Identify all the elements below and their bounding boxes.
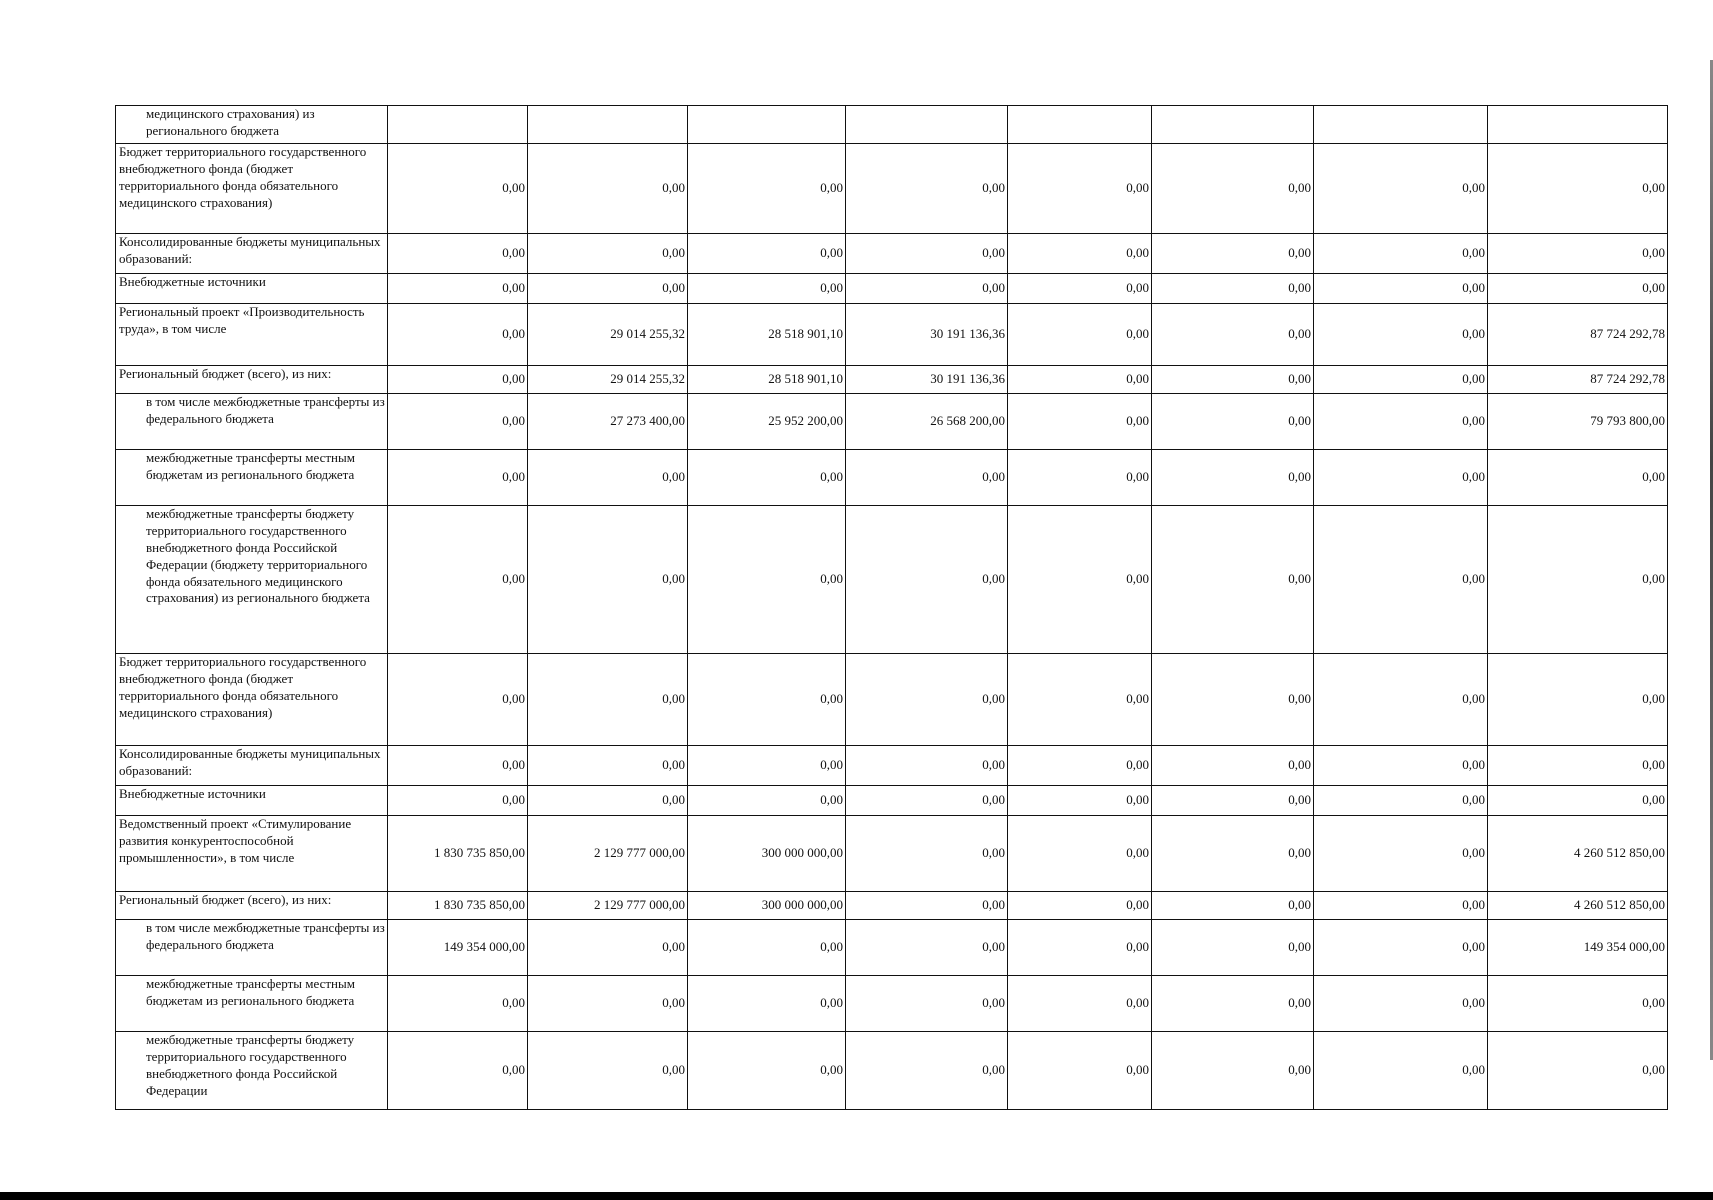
value-cell: 0,00 (1152, 394, 1314, 450)
value-cell: 0,00 (1152, 450, 1314, 506)
table-row (116, 786, 1668, 816)
value-cell: 1 830 735 850,00 (388, 816, 528, 892)
value-cell: 1 830 735 850,00 (388, 892, 528, 920)
value-cell: 28 518 901,10 (688, 366, 846, 394)
value-cell: 0,00 (1152, 892, 1314, 920)
value-cell: 0,00 (1152, 1032, 1314, 1110)
value-cell (1314, 106, 1488, 144)
value-cell: 0,00 (1488, 786, 1668, 816)
value-cell: 0,00 (1152, 506, 1314, 654)
table-row (116, 816, 1668, 892)
value-cell: 0,00 (528, 654, 688, 746)
value-cell: 0,00 (846, 144, 1008, 234)
value-cell: 0,00 (1314, 366, 1488, 394)
value-cell: 0,00 (388, 786, 528, 816)
table-row (116, 274, 1668, 304)
value-cell: 0,00 (1152, 920, 1314, 976)
value-cell: 0,00 (528, 144, 688, 234)
table-row (116, 366, 1668, 394)
value-cell: 0,00 (1488, 234, 1668, 274)
row-label: Консолидированные бюджеты муниципальных образований: (116, 234, 388, 274)
scan-bottom-band (0, 1192, 1713, 1200)
table-row (116, 106, 1668, 144)
value-cell: 0,00 (1488, 976, 1668, 1032)
value-cell: 0,00 (1152, 786, 1314, 816)
value-cell: 0,00 (1008, 786, 1152, 816)
value-cell: 87 724 292,78 (1488, 304, 1668, 366)
value-cell: 0,00 (1008, 816, 1152, 892)
value-cell (846, 106, 1008, 144)
value-cell: 0,00 (688, 506, 846, 654)
value-cell: 0,00 (846, 450, 1008, 506)
value-cell: 0,00 (1314, 976, 1488, 1032)
value-cell: 0,00 (846, 506, 1008, 654)
value-cell: 0,00 (688, 976, 846, 1032)
value-cell: 0,00 (1008, 304, 1152, 366)
value-cell: 0,00 (388, 366, 528, 394)
value-cell: 0,00 (1152, 816, 1314, 892)
value-cell: 0,00 (1314, 234, 1488, 274)
row-label: Консолидированные бюджеты муниципальных образований: (116, 746, 388, 786)
value-cell: 30 191 136,36 (846, 304, 1008, 366)
value-cell: 0,00 (688, 144, 846, 234)
value-cell: 0,00 (1008, 654, 1152, 746)
value-cell: 300 000 000,00 (688, 816, 846, 892)
table-row (116, 450, 1668, 506)
value-cell: 0,00 (1314, 394, 1488, 450)
value-cell: 0,00 (1008, 366, 1152, 394)
table-row (116, 1032, 1668, 1110)
row-label: в том числе межбюджетные трансферты из федерального бюджета (116, 920, 388, 976)
value-cell: 0,00 (388, 394, 528, 450)
value-cell: 0,00 (1314, 304, 1488, 366)
row-label: межбюджетные трансферты местным бюджетам из регионального бюджета (116, 976, 388, 1032)
value-cell: 0,00 (388, 234, 528, 274)
value-cell: 0,00 (1488, 654, 1668, 746)
value-cell: 29 014 255,32 (528, 366, 688, 394)
value-cell: 0,00 (388, 304, 528, 366)
value-cell: 0,00 (846, 816, 1008, 892)
value-cell: 0,00 (1488, 274, 1668, 304)
value-cell: 0,00 (528, 450, 688, 506)
table-row (116, 144, 1668, 234)
table-row (116, 746, 1668, 786)
value-cell: 0,00 (1152, 366, 1314, 394)
value-cell (528, 106, 688, 144)
row-label: межбюджетные трансферты местным бюджетам из регионального бюджета (116, 450, 388, 506)
value-cell: 29 014 255,32 (528, 304, 688, 366)
table-row (116, 920, 1668, 976)
value-cell: 0,00 (528, 1032, 688, 1110)
value-cell: 0,00 (1008, 920, 1152, 976)
value-cell: 0,00 (528, 976, 688, 1032)
value-cell: 0,00 (1008, 144, 1152, 234)
value-cell: 0,00 (846, 1032, 1008, 1110)
value-cell: 0,00 (1488, 450, 1668, 506)
value-cell: 2 129 777 000,00 (528, 816, 688, 892)
value-cell: 0,00 (1488, 506, 1668, 654)
value-cell: 0,00 (1152, 976, 1314, 1032)
value-cell: 0,00 (388, 450, 528, 506)
value-cell: 0,00 (388, 1032, 528, 1110)
value-cell (1008, 106, 1152, 144)
value-cell: 0,00 (1008, 234, 1152, 274)
row-label: Внебюджетные источники (116, 274, 388, 304)
value-cell: 0,00 (1152, 234, 1314, 274)
value-cell: 0,00 (1008, 746, 1152, 786)
value-cell: 0,00 (388, 746, 528, 786)
table-row (116, 304, 1668, 366)
value-cell: 0,00 (688, 450, 846, 506)
value-cell: 0,00 (388, 274, 528, 304)
value-cell (1152, 106, 1314, 144)
value-cell: 0,00 (1314, 274, 1488, 304)
value-cell: 0,00 (1008, 976, 1152, 1032)
value-cell: 149 354 000,00 (388, 920, 528, 976)
value-cell: 0,00 (388, 144, 528, 234)
row-label: межбюджетные трансферты бюджету территориального государственного внебюджетного фонда Российской Федерации (бюджету территориального фонда обязательного медицинского страхования) из регионального бюджета (116, 506, 388, 654)
value-cell: 0,00 (846, 892, 1008, 920)
value-cell (1488, 106, 1668, 144)
value-cell: 0,00 (1152, 654, 1314, 746)
value-cell: 0,00 (1314, 450, 1488, 506)
value-cell: 0,00 (688, 274, 846, 304)
row-label: в том числе межбюджетные трансферты из федерального бюджета (116, 394, 388, 450)
value-cell: 0,00 (1314, 892, 1488, 920)
value-cell: 300 000 000,00 (688, 892, 846, 920)
value-cell: 87 724 292,78 (1488, 366, 1668, 394)
row-label: Внебюджетные источники (116, 786, 388, 816)
value-cell: 28 518 901,10 (688, 304, 846, 366)
value-cell: 2 129 777 000,00 (528, 892, 688, 920)
value-cell (388, 106, 528, 144)
value-cell: 0,00 (1152, 274, 1314, 304)
value-cell: 25 952 200,00 (688, 394, 846, 450)
value-cell: 0,00 (1008, 450, 1152, 506)
value-cell: 0,00 (846, 274, 1008, 304)
value-cell: 0,00 (528, 786, 688, 816)
value-cell: 0,00 (388, 654, 528, 746)
value-cell: 0,00 (846, 234, 1008, 274)
value-cell: 0,00 (846, 654, 1008, 746)
table-row (116, 394, 1668, 450)
value-cell: 0,00 (1008, 274, 1152, 304)
value-cell: 0,00 (1314, 786, 1488, 816)
value-cell: 0,00 (528, 506, 688, 654)
value-cell: 0,00 (528, 746, 688, 786)
row-label: межбюджетные трансферты бюджету территориального государственного внебюджетного фонда Российской Федерации (116, 1032, 388, 1110)
value-cell: 0,00 (1008, 394, 1152, 450)
table-row (116, 892, 1668, 920)
value-cell: 0,00 (1488, 144, 1668, 234)
value-cell: 27 273 400,00 (528, 394, 688, 450)
row-label: Региональный бюджет (всего), из них: (116, 892, 388, 920)
value-cell: 0,00 (528, 274, 688, 304)
row-label: Региональный проект «Производительность труда», в том числе (116, 304, 388, 366)
value-cell: 0,00 (846, 786, 1008, 816)
value-cell: 4 260 512 850,00 (1488, 892, 1668, 920)
value-cell: 4 260 512 850,00 (1488, 816, 1668, 892)
table-row (116, 654, 1668, 746)
value-cell: 0,00 (1152, 144, 1314, 234)
value-cell: 26 568 200,00 (846, 394, 1008, 450)
value-cell: 0,00 (1314, 1032, 1488, 1110)
value-cell: 0,00 (846, 976, 1008, 1032)
value-cell: 0,00 (1008, 892, 1152, 920)
value-cell: 149 354 000,00 (1488, 920, 1668, 976)
value-cell: 0,00 (1008, 506, 1152, 654)
value-cell: 79 793 800,00 (1488, 394, 1668, 450)
value-cell: 0,00 (1314, 920, 1488, 976)
value-cell: 0,00 (1008, 1032, 1152, 1110)
value-cell: 0,00 (1314, 506, 1488, 654)
row-label: Региональный бюджет (всего), из них: (116, 366, 388, 394)
row-label: Бюджет территориального государственного внебюджетного фонда (бюджет территориального фонда обязательного медицинского страхования) (116, 654, 388, 746)
table-row (116, 976, 1668, 1032)
value-cell: 0,00 (528, 234, 688, 274)
table-row (116, 506, 1668, 654)
budget-table (115, 105, 1668, 1110)
value-cell: 0,00 (388, 506, 528, 654)
value-cell: 0,00 (1314, 746, 1488, 786)
value-cell: 0,00 (1314, 816, 1488, 892)
value-cell: 0,00 (1314, 654, 1488, 746)
value-cell: 0,00 (528, 920, 688, 976)
value-cell: 0,00 (688, 1032, 846, 1110)
value-cell: 0,00 (688, 654, 846, 746)
value-cell: 0,00 (388, 976, 528, 1032)
value-cell: 0,00 (1152, 304, 1314, 366)
table-row (116, 234, 1668, 274)
value-cell: 0,00 (688, 746, 846, 786)
value-cell: 0,00 (1314, 144, 1488, 234)
value-cell: 0,00 (688, 920, 846, 976)
value-cell: 0,00 (1488, 1032, 1668, 1110)
row-label: Бюджет территориального государственного внебюджетного фонда (бюджет территориального фонда обязательного медицинского страхования) (116, 144, 388, 234)
value-cell: 30 191 136,36 (846, 366, 1008, 394)
value-cell: 0,00 (846, 920, 1008, 976)
value-cell (688, 106, 846, 144)
value-cell: 0,00 (688, 234, 846, 274)
row-label: Ведомственный проект «Стимулирование развития конкурентоспособной промышленности», в том числе (116, 816, 388, 892)
value-cell: 0,00 (688, 786, 846, 816)
value-cell: 0,00 (1152, 746, 1314, 786)
value-cell: 0,00 (846, 746, 1008, 786)
row-label: медицинского страхования) из регионального бюджета (116, 106, 388, 144)
value-cell: 0,00 (1488, 746, 1668, 786)
